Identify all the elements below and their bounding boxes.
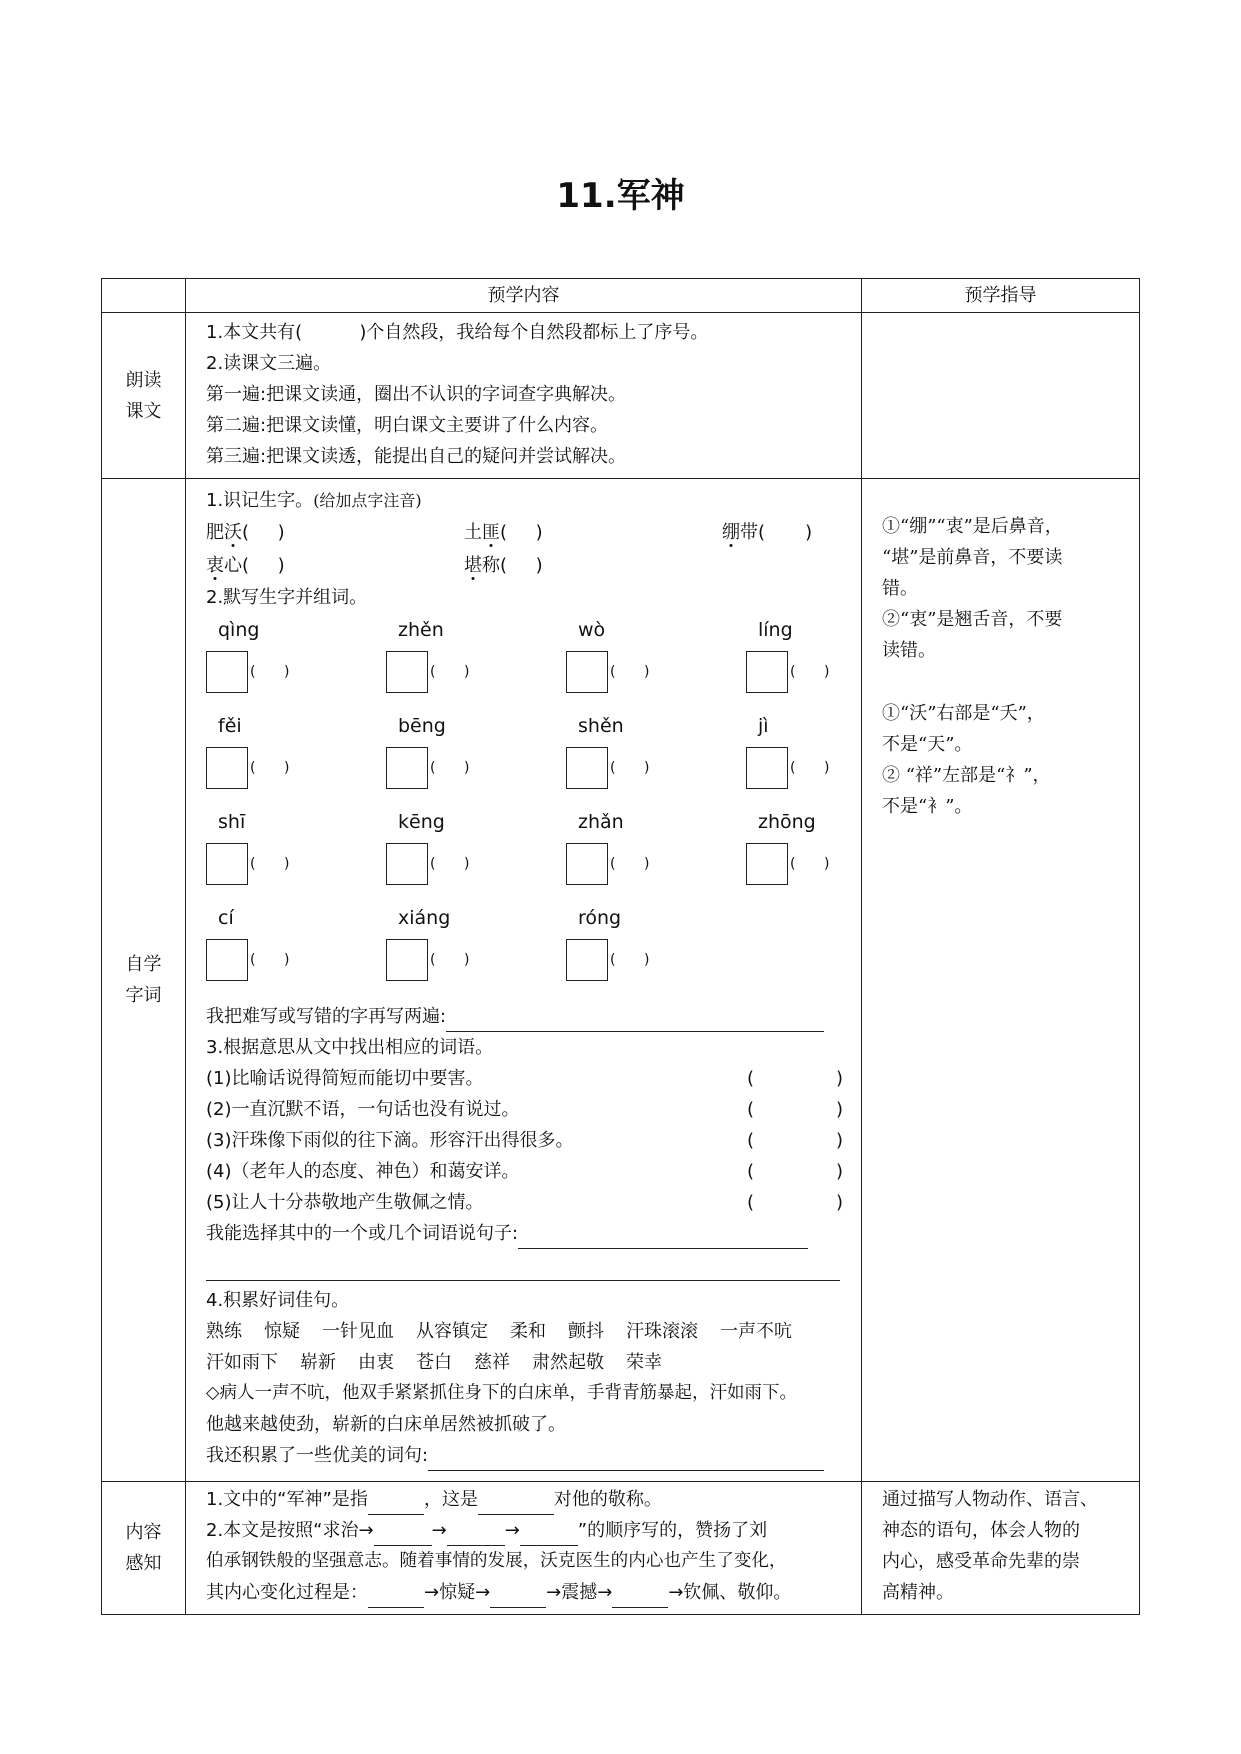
pinyin-label: xiáng <box>398 907 451 929</box>
dotted-char: 绷 <box>722 522 740 543</box>
comp-text: 1.文中的“军神”是指 <box>206 1489 368 1510</box>
paren-close: ) <box>644 952 650 968</box>
pinyin-label: wò <box>578 619 606 641</box>
pinyin-item <box>206 613 386 709</box>
dotted-char: 堪 <box>464 555 482 576</box>
accumulate-line <box>206 1440 845 1471</box>
char-write-box[interactable] <box>746 747 788 789</box>
q3-item-text: (2)一直沉默不语，一句话也没有说过。 <box>206 1099 520 1120</box>
comp-text: →惊疑→ <box>424 1582 491 1603</box>
paren-open: ( <box>747 1068 755 1089</box>
word-list-row <box>206 1347 845 1378</box>
q3-item <box>206 1094 845 1125</box>
word-paren <box>610 945 678 976</box>
paren-close: ) <box>644 664 650 680</box>
fill-blank[interactable] <box>612 1585 668 1608</box>
char-write-box[interactable] <box>206 651 248 693</box>
label-line: 课文 <box>125 400 162 422</box>
pinyin-item <box>746 709 926 805</box>
pinyin-item <box>386 613 566 709</box>
word-char: 肥 <box>206 522 224 543</box>
dotword-row <box>206 549 845 582</box>
pinyin-label: bēng <box>398 715 446 737</box>
q1-title: 1.识记生字。 <box>206 490 314 511</box>
label-line: 朗读 <box>125 369 162 391</box>
paren-open: ( <box>610 856 616 872</box>
dotted-char: 匪 <box>482 522 500 543</box>
paren-open: ( <box>250 856 256 872</box>
comp-text: →钦佩、敬仰。 <box>668 1582 792 1603</box>
header-guide: 预学指导 <box>862 279 1140 313</box>
pinyin-label: líng <box>758 619 793 641</box>
char-write-box[interactable] <box>386 747 428 789</box>
comp-line-1 <box>206 1484 845 1515</box>
comp-text: →震撼→ <box>546 1582 613 1603</box>
word-item: 汗如雨下 <box>206 1352 278 1373</box>
guide-line: ①“绷”“衷”是后鼻音， <box>882 516 1063 537</box>
answer-paren: 心( ) <box>224 555 285 576</box>
pinyin-label: jì <box>758 715 769 737</box>
paren-open: ( <box>747 1192 755 1213</box>
word-paren <box>790 657 858 688</box>
pinyin-item <box>566 709 746 805</box>
section-comprehension-guide <box>862 1482 1140 1615</box>
rewrite-blank[interactable] <box>446 1009 824 1032</box>
pinyin-item <box>386 805 566 901</box>
word-paren <box>610 849 678 880</box>
char-write-box[interactable] <box>206 747 248 789</box>
worksheet-table <box>101 278 1140 1615</box>
text-line: 第一遍:把课文读通，圈出不认识的字词查字典解决。 <box>206 384 627 405</box>
comp-text: ，这是 <box>423 1489 478 1510</box>
paren-close: ) <box>284 856 290 872</box>
page-title: 11.军神 <box>556 176 685 216</box>
answer-paren: ( ) <box>500 522 543 543</box>
accumulate-blank[interactable] <box>428 1448 824 1471</box>
section-vocab-content <box>186 479 862 1482</box>
char-write-box[interactable] <box>206 939 248 981</box>
sentence-blank[interactable] <box>518 1226 808 1249</box>
word-item: 肃然起敬 <box>532 1352 604 1373</box>
section-reading <box>102 313 1140 479</box>
char-write-box[interactable] <box>746 843 788 885</box>
paren-close: ) <box>824 856 830 872</box>
q3-item <box>206 1125 845 1156</box>
pinyin-item <box>566 901 746 997</box>
text-line: 1.本文共有( )个自然段，我给每个自然段都标上了序号。 <box>206 322 709 343</box>
guide-line: 内心，感受革命先辈的崇 <box>882 1551 1080 1572</box>
char-write-box[interactable] <box>566 939 608 981</box>
word-paren <box>610 753 678 784</box>
comp-text: 2.本文是按照“求治→ <box>206 1520 374 1541</box>
word-paren <box>790 753 858 784</box>
rewrite-prompt: 我把难写或写错的字再写两遍: <box>206 1006 447 1027</box>
comp-text: 其内心变化过程是： <box>206 1582 368 1603</box>
guide-line: ② “祥”左部是“礻”， <box>882 765 1051 786</box>
paren-close: ) <box>824 760 830 776</box>
section-label-vocab <box>102 479 186 1482</box>
comp-text: 对他的敬称。 <box>553 1489 662 1510</box>
quote-line: 他越来越使劲，崭新的白床单居然被抓破了。 <box>206 1414 566 1435</box>
paren-open: ( <box>790 760 796 776</box>
section-comprehension-content <box>186 1482 862 1615</box>
text-line: 第三遍:把课文读透，能提出自己的疑问并尝试解决。 <box>206 446 627 467</box>
paren-close: ) <box>835 1192 843 1213</box>
paren-close: ) <box>284 760 290 776</box>
guide-line: ①“沃”右部是“夭”， <box>882 703 1045 724</box>
fill-blank[interactable] <box>368 1585 424 1608</box>
section-reading-content <box>186 313 862 479</box>
dotword-item <box>722 517 812 548</box>
sentence-line <box>206 1218 845 1249</box>
comp-text: → <box>504 1520 520 1541</box>
guide-line: “堪”是前鼻音，不要读 <box>882 547 1063 568</box>
pinyin-label: cí <box>218 907 234 929</box>
char-write-box[interactable] <box>386 939 428 981</box>
word-item: 一针见血 <box>322 1321 394 1342</box>
paren-open: ( <box>430 760 436 776</box>
paren-open: ( <box>250 952 256 968</box>
word-paren <box>430 945 498 976</box>
pinyin-label: zhěn <box>398 619 444 641</box>
pinyin-label: shěn <box>578 715 624 737</box>
dotted-char: 衷 <box>206 555 224 576</box>
paren-close: ) <box>835 1130 843 1151</box>
word-item: 柔和 <box>510 1321 546 1342</box>
header-empty-cell <box>102 279 186 313</box>
word-paren <box>250 657 318 688</box>
table-header-row <box>102 279 1140 313</box>
pinyin-item <box>746 613 926 709</box>
guide-line: ②“衷”是翘舌音，不要 <box>882 609 1063 630</box>
word-paren <box>250 849 318 880</box>
pinyin-label: fěi <box>218 715 242 737</box>
label-line: 自学 <box>125 954 162 975</box>
word-item: 熟练 <box>206 1321 242 1342</box>
paren-open: ( <box>430 664 436 680</box>
word-item: 一声不吭 <box>720 1321 792 1342</box>
q1-title-line <box>206 485 845 516</box>
paren-open: ( <box>610 760 616 776</box>
paren-open: ( <box>250 664 256 680</box>
fill-blank[interactable] <box>374 1523 432 1546</box>
word-item: 荣幸 <box>626 1352 662 1373</box>
fill-blank[interactable] <box>490 1585 546 1608</box>
pinyin-item <box>206 901 386 997</box>
char-write-box[interactable] <box>746 651 788 693</box>
word-item: 慈祥 <box>474 1352 510 1373</box>
word-paren <box>610 657 678 688</box>
guide-line: 神态的语句，体会人物的 <box>882 1520 1080 1541</box>
section-comprehension <box>102 1482 1140 1615</box>
section-label-comprehension <box>102 1482 186 1615</box>
pinyin-label: qìng <box>218 619 260 641</box>
section-reading-guide <box>862 313 1140 479</box>
q3-answer[interactable] <box>747 1187 845 1218</box>
section-label-reading <box>102 313 186 479</box>
dotword-item <box>464 550 543 581</box>
paren-close: ) <box>644 856 650 872</box>
paren-open: ( <box>610 664 616 680</box>
paren-open: ( <box>250 760 256 776</box>
text-line: 2.读课文三遍。 <box>206 353 332 374</box>
q3-item <box>206 1187 845 1218</box>
q1-note: (给加点字注音) <box>313 491 422 510</box>
guide-line: 高精神。 <box>882 1582 954 1603</box>
char-write-box[interactable] <box>206 843 248 885</box>
rewrite-line <box>206 1001 845 1032</box>
guide-line: 不是“衤”。 <box>882 796 973 817</box>
paren-close: ) <box>835 1068 843 1089</box>
q3-title: 3.根据意思从文中找出相应的词语。 <box>206 1037 494 1058</box>
comp-line-3: 伯承钢铁般的坚强意志。随着事情的发展，沃克医生的内心也产生了变化， <box>206 1551 787 1571</box>
q3-item-text: (3)汗珠像下雨似的往下滴。形容汗出得很多。 <box>206 1130 574 1151</box>
pinyin-grid <box>206 613 845 997</box>
char-write-box[interactable] <box>566 843 608 885</box>
paren-open: ( <box>430 952 436 968</box>
answer-paren: 带( ) <box>740 522 813 543</box>
word-item: 崭新 <box>300 1352 336 1373</box>
paren-open: ( <box>790 664 796 680</box>
word-paren <box>430 849 498 880</box>
q3-answer[interactable] <box>747 1125 845 1156</box>
paren-close: ) <box>835 1099 843 1120</box>
label-line: 字词 <box>125 985 162 1006</box>
pinyin-label: shī <box>218 811 246 833</box>
char-write-box[interactable] <box>386 651 428 693</box>
fill-blank[interactable] <box>447 1523 505 1546</box>
pinyin-label: zhǎn <box>578 811 624 833</box>
paren-open: ( <box>430 856 436 872</box>
quote-line: ◇病人一声不吭，他双手紧紧抓住身下的白床单，手背青筋暴起，汗如雨下。 <box>206 1383 797 1403</box>
pinyin-item <box>386 709 566 805</box>
pinyin-item <box>566 805 746 901</box>
char-write-box[interactable] <box>566 747 608 789</box>
paren-open: ( <box>610 952 616 968</box>
q3-answer[interactable] <box>747 1156 845 1187</box>
guide-line: 不是“天”。 <box>882 734 973 755</box>
word-paren <box>430 753 498 784</box>
paren-close: ) <box>464 760 470 776</box>
char-write-box[interactable] <box>566 651 608 693</box>
dotword-item <box>206 517 464 548</box>
paren-open: ( <box>747 1161 755 1182</box>
word-item: 由衷 <box>358 1352 394 1373</box>
paren-close: ) <box>284 952 290 968</box>
pinyin-label: róng <box>578 907 622 929</box>
word-paren <box>250 753 318 784</box>
fill-blank[interactable] <box>478 1492 554 1515</box>
sentence-prompt: 我能选择其中的一个或几个词语说句子: <box>206 1223 519 1244</box>
paren-close: ) <box>835 1161 843 1182</box>
q4-title: 4.积累好词佳句。 <box>206 1290 350 1311</box>
comp-line-4 <box>206 1577 845 1608</box>
pinyin-item <box>206 709 386 805</box>
q3-answer[interactable] <box>747 1063 845 1094</box>
word-list-row <box>206 1316 845 1347</box>
dotword-row <box>206 516 845 549</box>
answer-paren: ( ) <box>242 522 285 543</box>
paren-open: ( <box>747 1130 755 1151</box>
q3-item <box>206 1156 845 1187</box>
paren-close: ) <box>824 664 830 680</box>
label-line: 内容 <box>125 1522 162 1543</box>
q3-item-text: (4)（老年人的态度、神色）和蔼安详。 <box>206 1161 520 1182</box>
pinyin-item <box>386 901 566 997</box>
pinyin-item <box>206 805 386 901</box>
comp-line-2 <box>206 1515 845 1546</box>
char-write-box[interactable] <box>386 843 428 885</box>
q3-item-text: (5)让人十分恭敬地产生敬佩之情。 <box>206 1192 484 1213</box>
fill-blank[interactable] <box>520 1523 578 1546</box>
word-item: 汗珠滚滚 <box>626 1321 698 1342</box>
word-paren <box>790 849 858 880</box>
word-item: 苍白 <box>416 1352 452 1373</box>
word-char: 土 <box>464 522 482 543</box>
dotword-item <box>206 550 464 581</box>
paren-close: ) <box>464 952 470 968</box>
dotword-item <box>464 517 722 548</box>
paren-close: ) <box>464 664 470 680</box>
pinyin-item <box>746 805 926 901</box>
paren-close: ) <box>464 856 470 872</box>
paren-close: ) <box>284 664 290 680</box>
pinyin-label: kēng <box>398 811 445 833</box>
q3-answer[interactable] <box>747 1094 845 1125</box>
section-vocab <box>102 479 1140 1482</box>
q3-item <box>206 1063 845 1094</box>
word-item: 惊疑 <box>264 1321 300 1342</box>
comp-text: → <box>431 1520 447 1541</box>
word-paren <box>250 945 318 976</box>
word-item: 颤抖 <box>568 1321 604 1342</box>
word-paren <box>430 657 498 688</box>
word-item: 从容镇定 <box>416 1321 488 1342</box>
header-content: 预学内容 <box>186 279 862 313</box>
guide-line: 读错。 <box>882 640 936 661</box>
dotted-char: 沃 <box>224 522 242 543</box>
q2-title: 2.默写生字并组词。 <box>206 587 368 608</box>
fill-blank[interactable] <box>368 1492 424 1515</box>
pinyin-item <box>566 613 746 709</box>
paren-close: ) <box>644 760 650 776</box>
comp-text: ”的顺序写的，赞扬了刘 <box>577 1520 768 1541</box>
guide-line: 错。 <box>882 578 918 599</box>
accumulate-prompt: 我还积累了一些优美的词句: <box>206 1445 429 1466</box>
sentence-blank-2[interactable] <box>206 1249 840 1281</box>
label-line: 感知 <box>125 1553 162 1574</box>
paren-open: ( <box>747 1099 755 1120</box>
guide-line: 通过描写人物动作、语言、 <box>882 1489 1098 1510</box>
paren-open: ( <box>790 856 796 872</box>
pinyin-label: zhōng <box>758 811 816 833</box>
answer-paren: 称( ) <box>482 555 543 576</box>
text-line: 第二遍:把课文读懂，明白课文主要讲了什么内容。 <box>206 415 609 436</box>
q3-item-text: (1)比喻话说得简短而能切中要害。 <box>206 1068 484 1089</box>
